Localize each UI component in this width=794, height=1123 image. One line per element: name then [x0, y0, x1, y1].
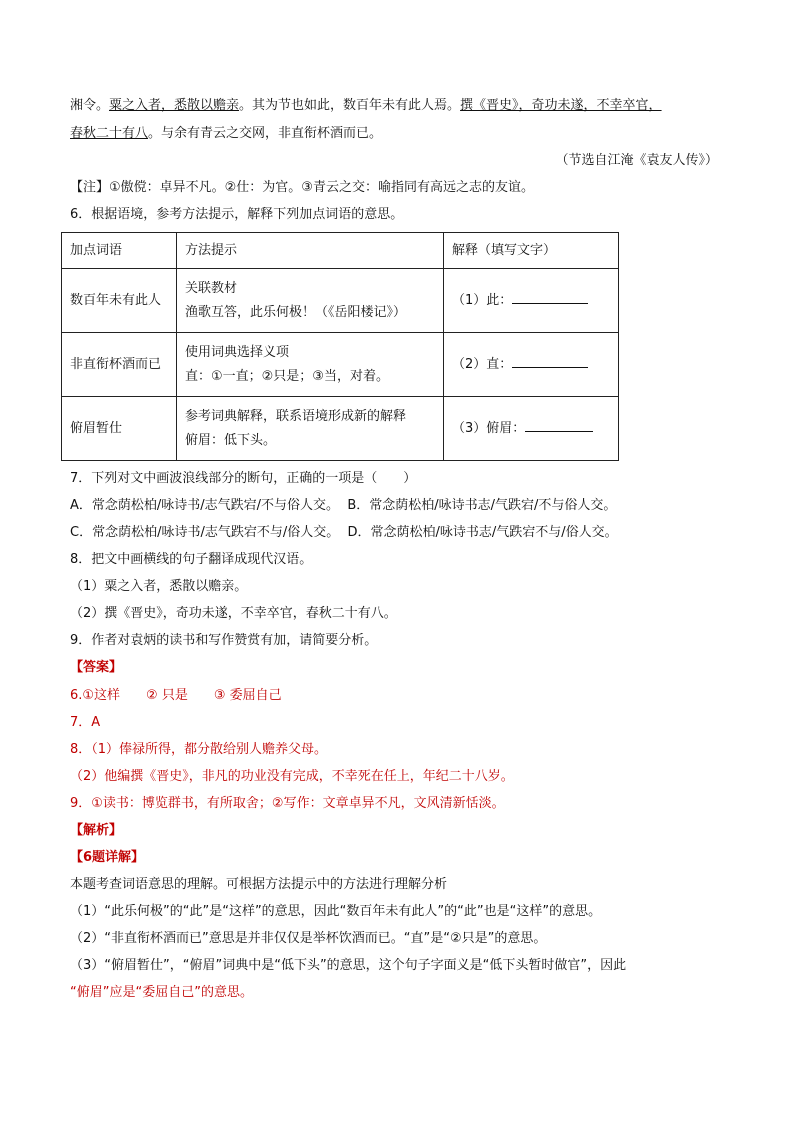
table-row — [62, 269, 619, 333]
hint-line: 渔歌互答，此乐何极！（《岳阳楼记》） — [185, 304, 407, 320]
hint-line: 关联教材 — [185, 280, 238, 296]
answer-blank[interactable] — [512, 289, 588, 304]
passage-text: 。其为节也如此，数百年未有此人焉。 — [239, 98, 461, 113]
hint-line: 参考词典解释，联系语境形成新的解释 — [185, 408, 407, 424]
answer-cell — [444, 397, 619, 461]
answer-cell — [444, 269, 619, 333]
answer-label: （2）直： — [452, 356, 513, 372]
underlined-sentence: 粟之入者，悉散以赡亲 — [109, 98, 240, 113]
option-a[interactable]: A．常念荫松柏/咏诗书/志气跌宕/不与俗人交。 — [70, 498, 340, 513]
option-b[interactable]: B．常念荫松柏/咏诗书志/气跌宕/不与俗人交。 — [347, 498, 617, 513]
table-row — [62, 333, 619, 397]
option-c[interactable]: C．常念荫松柏/咏诗书/志气跌宕不与/俗人交。 — [70, 525, 340, 540]
underlined-sentence: 春秋二十有八 — [70, 126, 149, 141]
analysis-title: 【解析】 — [70, 823, 123, 838]
term-cell: 俯眉暂仕 — [62, 397, 177, 461]
table-header-row — [62, 233, 619, 269]
passage-source: （节选自江淹《袁友人传》） — [555, 153, 718, 168]
q8-stem: 8．把文中画横线的句子翻译成现代汉语。 — [70, 552, 313, 567]
passage-note: 【注】①傲傥：卓异不凡。②仕：为官。③青云之交：喻指同有高远之志的友谊。 — [70, 180, 534, 195]
answers-title: 【答案】 — [70, 660, 123, 675]
answer-6: 6.①这样 ② 只是 ③ 委屈自己 — [70, 688, 282, 703]
analysis-subtitle: 【6题详解】 — [70, 850, 145, 865]
q7-options-ab — [70, 496, 616, 516]
q8-sentence-2: （2）撰《晋史》，奇功未遂，不幸卒官，春秋二十有八。 — [70, 606, 397, 621]
passage-text: 。与余有青云之交网，非直衔杯酒而已。 — [148, 126, 383, 141]
hint-cell — [177, 397, 444, 461]
answer-blank[interactable] — [525, 417, 593, 432]
header-cell: 方法提示 — [177, 233, 444, 269]
table-row — [62, 397, 619, 461]
q8-sentence-1: （1）粟之入者，悉散以赡亲。 — [70, 579, 248, 594]
hint-cell — [177, 333, 444, 397]
method-table — [61, 232, 619, 461]
q9-stem: 9．作者对袁炳的读书和写作赞赏有加，请简要分析。 — [70, 633, 378, 648]
q7-stem: 7．下列对文中画波浪线部分的断句，正确的一项是（ ） — [70, 471, 417, 486]
header-cell: 解释（填写文字） — [444, 233, 619, 269]
hint-line: 使用词典选择义项 — [185, 344, 290, 360]
answer-9: 9．①读书：博览群书，有所取舍；②写作：文章卓异不凡，文风清新恬淡。 — [70, 796, 505, 811]
answer-label: （1）此： — [452, 292, 513, 308]
hint-line: 直：①一直；②只是；③当，对着。 — [185, 368, 389, 384]
q7-options-cd — [70, 523, 618, 543]
hint-line: 俯眉：低下头。 — [185, 432, 277, 448]
answer-blank[interactable] — [512, 353, 588, 368]
passage-line-1 — [70, 96, 662, 116]
underlined-sentence: 撰《晋史》，奇功未遂，不幸卒官， — [460, 98, 662, 113]
analysis-intro: 本题考查词语意思的理解。可根据方法提示中的方法进行理解分析 — [70, 877, 448, 892]
answer-label: （3）俯眉： — [452, 420, 526, 436]
analysis-explain-1: （1）“此乐何极”的“此”是“这样”的意思，因此“数百年未有此人”的“此”也是“这样”的意思。 — [70, 904, 602, 919]
answer-7: 7．A — [70, 715, 101, 730]
header-cell: 加点词语 — [62, 233, 177, 269]
answer-8-2: （2）他编撰《晋史》，非凡的功业没有完成，不幸死在任上，年纪二十八岁。 — [70, 769, 514, 784]
analysis-explain-2: （2）“非直衔杯酒而已”意思是并非仅仅是举杯饮酒而已。“直”是“②只是”的意思。 — [70, 931, 547, 946]
q6-stem: 6．根据语境，参考方法提示，解释下列加点词语的意思。 — [70, 207, 404, 222]
option-d[interactable]: D．常念荫松柏/咏诗书志/气跌宕不与/俗人交。 — [347, 525, 618, 540]
term-cell: 数百年未有此人 — [62, 269, 177, 333]
answer-cell — [444, 333, 619, 397]
passage-text: 湘令。 — [70, 98, 110, 113]
term-cell: 非直衔杯酒而已 — [62, 333, 177, 397]
analysis-explain-3a: （3）“俯眉暂仕”，“俯眉”词典中是“低下头”的意思，这个句子字面义是“低下头暂时做官”，因此 — [70, 958, 627, 973]
passage-line-2 — [70, 124, 382, 144]
answer-8-1: 8．（1）俸禄所得，都分散给别人赡养父母。 — [70, 742, 328, 757]
analysis-explain-3b: “俯眉”应是“委屈自己”的意思。 — [70, 985, 253, 1000]
hint-cell — [177, 269, 444, 333]
